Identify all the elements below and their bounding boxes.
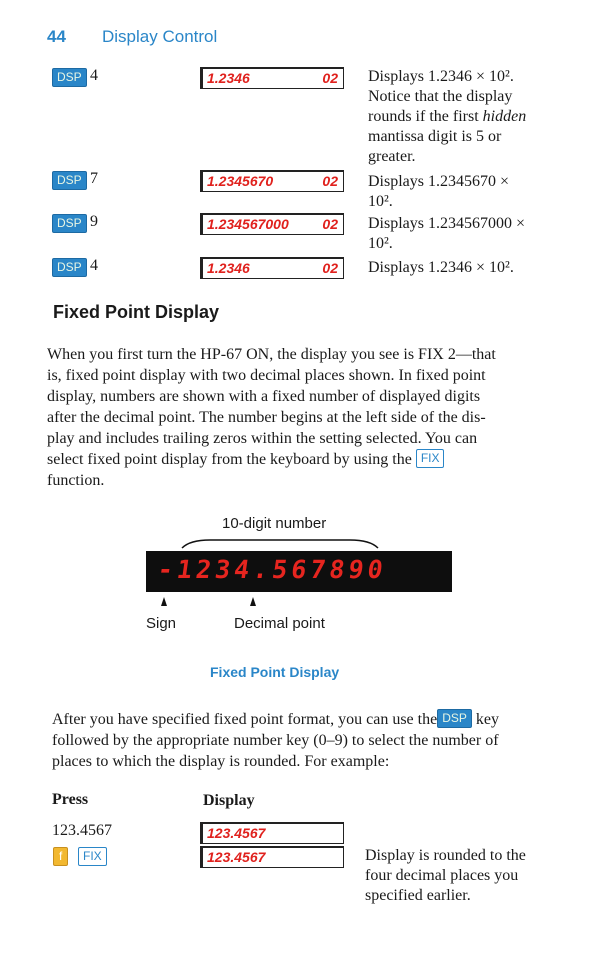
para-line xyxy=(52,709,552,730)
col-header-display: Display xyxy=(203,792,255,809)
para-line xyxy=(47,449,549,470)
bracket-line xyxy=(180,536,380,550)
para-line: When you first turn the HP-67 ON, the display you see is FIX 2—that xyxy=(47,346,496,363)
para-line-text: After you have specified fixed point format, you can use the xyxy=(52,711,438,728)
note-line: Display is rounded to the xyxy=(365,847,526,864)
decimal-point-label: Decimal point xyxy=(234,615,325,632)
desc-line: rounds if the first hidden xyxy=(368,108,527,125)
lcd-exponent: 02 xyxy=(322,173,338,189)
lcd-display xyxy=(200,213,344,235)
lcd-exponent: 02 xyxy=(322,70,338,86)
example-description xyxy=(368,214,525,254)
f-key: f xyxy=(53,847,68,866)
paragraph-intro xyxy=(47,344,549,491)
desc-line: Displays 1.2346 × 10². xyxy=(368,259,514,276)
para-line: display, numbers are shown with a fixed number of displayed digits xyxy=(47,388,481,405)
para-line: function. xyxy=(47,472,105,489)
lcd-mantissa: 1.2346 xyxy=(207,260,250,276)
desc-line: 10². xyxy=(368,193,393,210)
lcd-display xyxy=(200,846,344,868)
example-description xyxy=(368,67,526,167)
lcd-mantissa: 1.2345670 xyxy=(207,173,274,189)
fix-key: FIX xyxy=(416,449,445,468)
desc-line: Displays 1.234567000 × xyxy=(368,215,526,232)
note-line: four decimal places you xyxy=(365,867,519,884)
dsp-key: DSP xyxy=(437,709,472,728)
lcd-mantissa: 1.234567000 xyxy=(207,216,289,232)
lcd-display xyxy=(200,822,344,844)
dsp-key: DSP xyxy=(52,214,87,233)
para-line: is, fixed point display with two decimal places shown. In fixed point xyxy=(47,367,486,384)
para-line: play and includes trailing zeros within the setting selected. You can xyxy=(47,430,478,447)
led-display xyxy=(146,551,452,592)
digit-key: 9 xyxy=(90,213,98,230)
lcd-display xyxy=(200,67,344,89)
led-digits: -1234.567890 xyxy=(155,555,389,584)
lcd-display xyxy=(200,257,344,279)
note-line: specified earlier. xyxy=(365,887,471,904)
example-description xyxy=(368,172,509,212)
para-line: places to which the display is rounded. For example: xyxy=(52,753,390,770)
col-header-press: Press xyxy=(52,791,89,808)
digit-key: 4 xyxy=(90,67,98,84)
dsp-key: DSP xyxy=(52,68,87,87)
lcd-value: 123.4567 xyxy=(207,825,266,841)
lcd-value: 123.4567 xyxy=(207,849,266,865)
digit-key: 7 xyxy=(90,170,98,187)
desc-line: Notice that the display xyxy=(368,88,513,105)
section-heading: Fixed Point Display xyxy=(53,302,220,322)
lcd-mantissa: 1.2346 xyxy=(207,70,250,86)
lcd-display xyxy=(200,170,344,192)
desc-line: Displays 1.2345670 × xyxy=(368,173,510,190)
figure-caption: Fixed Point Display xyxy=(210,664,340,680)
sign-label: Sign xyxy=(146,615,177,632)
desc-line: Displays 1.2346 × 10². xyxy=(368,68,514,85)
para-line: after the decimal point. The number begins at the left side of the dis- xyxy=(47,409,486,426)
desc-line: 10². xyxy=(368,235,393,252)
example-description xyxy=(368,258,514,278)
chapter-title: Display Control xyxy=(102,27,218,46)
paragraph-rounding xyxy=(52,709,552,772)
desc-line: mantissa digit is 5 or xyxy=(368,128,502,145)
digit-key: 4 xyxy=(90,257,98,274)
page-number: 44 xyxy=(47,27,66,46)
press-value: 123.4567 xyxy=(52,822,112,839)
decimal-arrow-icon xyxy=(250,597,256,606)
example-note xyxy=(365,846,526,906)
para-line-text: select fixed point display from the keyboard by using the xyxy=(47,451,412,468)
fix-key: FIX xyxy=(78,847,107,866)
sign-arrow-icon xyxy=(161,597,167,606)
dsp-key: DSP xyxy=(52,171,87,190)
desc-line: greater. xyxy=(368,148,416,165)
lcd-exponent: 02 xyxy=(322,260,338,276)
dsp-key: DSP xyxy=(52,258,87,277)
para-line-text: key xyxy=(475,711,499,728)
para-line: followed by the appropriate number key (0–9) to select the number of xyxy=(52,732,499,749)
lcd-exponent: 02 xyxy=(322,216,338,232)
figure-top-label: 10-digit number xyxy=(222,515,327,532)
